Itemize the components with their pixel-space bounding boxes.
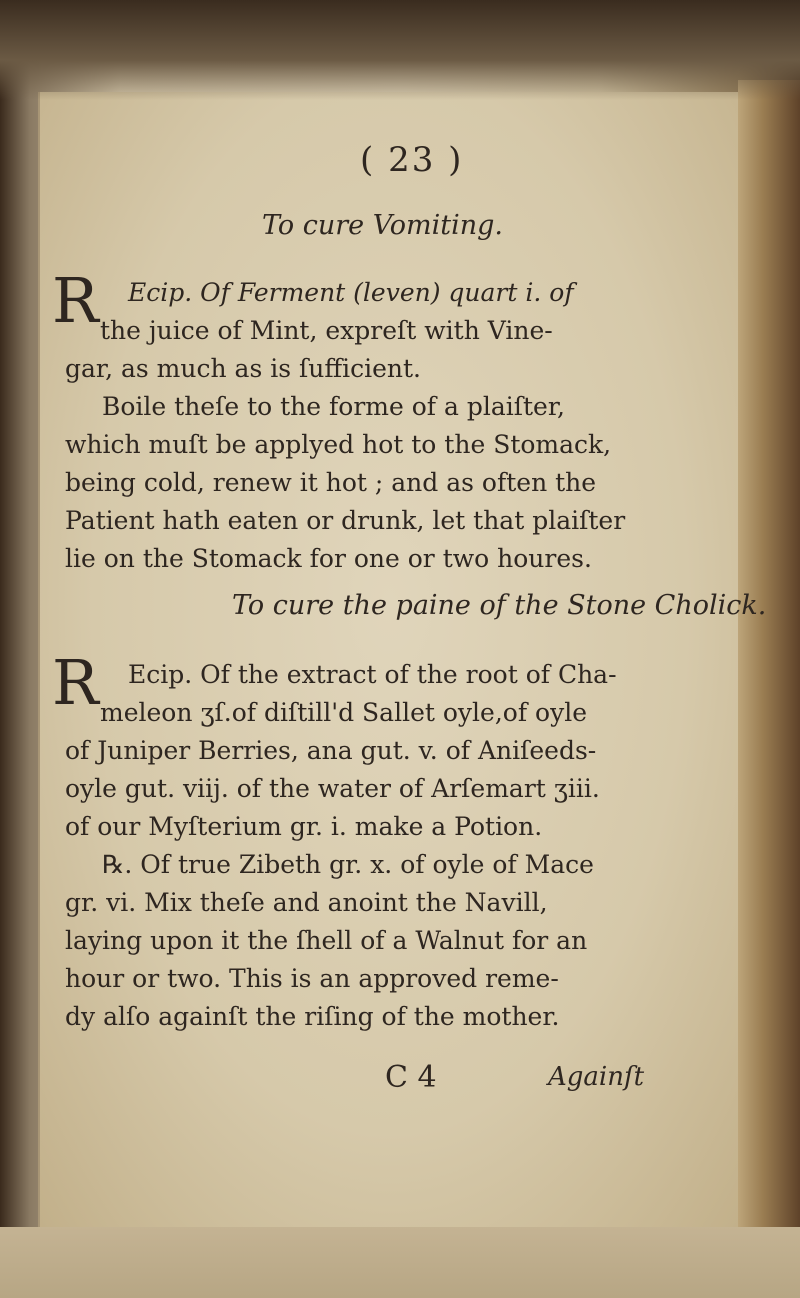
section1-line-8: lie on the Stomack for one or two houres. [65, 544, 592, 573]
section2-line-5: of our Myſterium gr. i. make a Potion. [65, 812, 543, 841]
catchword: Againſt [548, 1062, 645, 1092]
section2-title: To cure the paine of the Stone Cholick. [232, 590, 767, 621]
section2-line-7: gr. vi. Mix theſe and anoint the Navill, [65, 888, 548, 917]
section1-line-4: Boile theſe to the forme of a plaiſter, [102, 392, 565, 421]
section2-line-9: hour or two. This is an approved reme- [65, 964, 559, 993]
bottom-margin [0, 1227, 800, 1298]
section1-line-5: which muſt be applyed hot to the Stomack, [65, 430, 612, 459]
section2-line-1: Ecip. Of the extract of the root of Cha- [128, 660, 617, 689]
section2-dropcap: R [52, 646, 99, 719]
signature-mark: C 4 [385, 1060, 437, 1095]
section1-line-2: the juice of Mint, expreſt with Vine- [100, 316, 553, 345]
section1-dropcap: R [52, 264, 99, 337]
section1-line-1: Ecip. Of Ferment (leven) quart i. of [128, 278, 574, 307]
top-shadow [0, 0, 800, 100]
section2-line-2: meleon ʒſ.of diſtill'd Sallet oyle,of oyle [100, 698, 587, 727]
section2-line-8: laying upon it the ſhell of a Walnut for an [65, 926, 588, 955]
section1-title: To cure Vomiting. [262, 210, 503, 241]
section1-line-3: gar, as much as is ſufficient. [65, 354, 421, 383]
page-number: ( 23 ) [360, 140, 464, 180]
facing-page-edge [738, 80, 800, 1230]
section1-line-6: being cold, renew it hot ; and as often the [65, 468, 597, 497]
section1-line-7: Patient hath eaten or drunk, let that plaiſter [65, 506, 626, 535]
section2-line-10: dy alſo againſt the riſing of the mother. [65, 1002, 560, 1031]
section2-line-4: oyle gut. viij. of the water of Arſemart ʒiii. [65, 774, 600, 803]
section2-line-6: ℞. Of true Zibeth gr. x. of oyle of Mace [102, 850, 594, 879]
section2-line-3: of Juniper Berries, ana gut. v. of Aniſeeds- [65, 736, 597, 765]
